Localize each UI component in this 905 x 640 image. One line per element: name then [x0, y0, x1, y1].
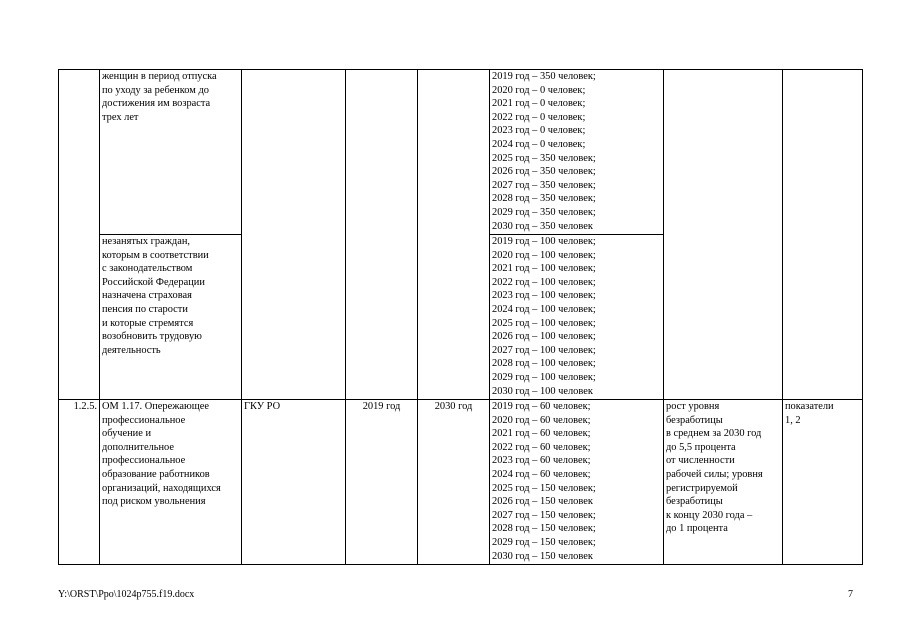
result-cell — [664, 70, 783, 400]
executor-cell — [242, 70, 346, 400]
plan-cell: 2019 год – 350 человек; 2020 год – 0 человек; 2021 год – 0 человек; 2022 год – 0 человек; 2023 год – 0 человек; 2024 год – 0 человек; 2025 год – 350 человек; 2026 год – 350 человек; 2027 год – 350 человек; 2028 год – 350 человек; 2029 год – 350 человек; 2030 год – 350 человек — [490, 70, 664, 235]
end-year-cell: 2030 год — [418, 400, 490, 565]
result-cell: рост уровня безработицы в среднем за 2030 год до 5,5 процента от численности рабочей силы; уровня регистрируемой безработицы к концу 2030 года – до 1 процента — [664, 400, 783, 565]
item-number-cell — [59, 70, 100, 400]
activity-cell: ОМ 1.17. Опережающее профессиональное обучение и дополнительное профессиональное образование работников организаций, находящихся под риском увольнения — [100, 400, 242, 565]
program-table — [58, 69, 863, 565]
activity-cell: женщин в период отпуска по уходу за ребенком до достижения им возраста трех лет — [100, 70, 242, 235]
executor-cell: ГКУ РО — [242, 400, 346, 565]
plan-cell: 2019 год – 100 человек; 2020 год – 100 человек; 2021 год – 100 человек; 2022 год – 100 человек; 2023 год – 100 человек; 2024 год – 100 человек; 2025 год – 100 человек; 2026 год – 100 человек; 2027 год – 100 человек; 2028 год – 100 человек; 2029 год – 100 человек; 2030 год – 100 человек — [490, 235, 664, 400]
table-row — [59, 70, 863, 235]
file-path-footer: Y:\ORST\Ppo\1024p755.f19.docx — [58, 589, 195, 600]
table-row — [59, 400, 863, 565]
start-year-cell — [346, 70, 418, 400]
page-number: 7 — [848, 589, 853, 600]
activity-cell: незанятых граждан, которым в соответствии с законодательством Российской Федерации назначена страховая пенсия по старости и которые стремятся возобновить трудовую деятельность — [100, 235, 242, 400]
end-year-cell — [418, 70, 490, 400]
indicator-cell: показатели 1, 2 — [783, 400, 863, 565]
plan-cell: 2019 год – 60 человек; 2020 год – 60 человек; 2021 год – 60 человек; 2022 год – 60 человек; 2023 год – 60 человек; 2024 год – 60 человек; 2025 год – 150 человек; 2026 год – 150 человек 2027 год – 150 человек; 2028 год – 150 человек; 2029 год – 150 человек; 2030 год – 150 человек — [490, 400, 664, 565]
indicator-cell — [783, 70, 863, 400]
item-number-cell: 1.2.5. — [59, 400, 100, 565]
start-year-cell: 2019 год — [346, 400, 418, 565]
